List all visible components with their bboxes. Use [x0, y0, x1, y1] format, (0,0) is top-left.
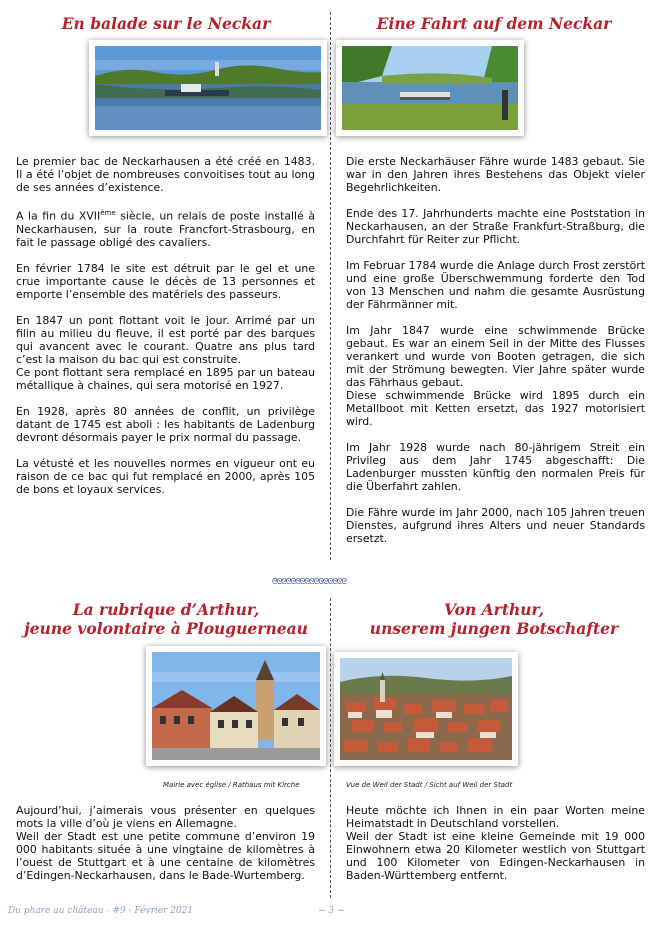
paragraph: Ce pont flottant sera remplacé en 1895 par un bateau métallique à chaines, qui sera motorisé en 1927. — [16, 365, 315, 392]
paragraph: La vétusté et les nouvelles normes en vigueur ont eu raison de ce bac qui fut remplacé en 2000, après 105 de bons et loyaux services. — [16, 456, 315, 496]
title-de-neckar: Eine Fahrt auf dem Neckar — [376, 14, 612, 33]
paragraph: En février 1784 le site est détruit par le gel et une crue importante cause le décès de 13 personnes et emporte l’ensemble des matériels des passeurs. — [16, 261, 315, 301]
river-photo-image — [95, 46, 321, 130]
caption-town-hall: Mairie avec église / Rathaus mit Kirche — [163, 781, 300, 789]
paragraph: Weil der Stadt ist eine kleine Gemeinde mit 19 000 Einwohnern etwa 20 Kilometer westlich von Stuttgart und 100 Kilometer von Edingen-Neckarhausen in Baden-Württemberg entfernt. — [346, 830, 645, 882]
town-view-photo-image — [340, 658, 512, 760]
paragraph: Im Jahr 1928 wurde nach 80-jährigem Streit ein Privileg aus dem Jahr 1745 abgeschafft: Die Ladenburger mussten künftig den normalen Preis für die Überfahrt zahlen. — [346, 441, 645, 493]
ferry-photo-image — [342, 46, 518, 130]
title-de-arthur: Von Arthur, unserem jungen Botschafter — [369, 600, 619, 638]
photo-town-view — [334, 652, 518, 766]
footer-publication: Du phare au château - #9 - Février 2021 — [8, 906, 194, 916]
paragraph: En 1847 un pont flottant voit le jour. Arrimé par un filin au milieu du fleuve, il est porté par des barques qui avancent avec le courant. Quatre ans plus tard c’est la maison du bac qui est construite. — [16, 313, 315, 366]
article-arthur-de — [346, 804, 645, 882]
paragraph: Weil der Stadt est une petite commune d’environ 19 000 habitants située à une vingtaine de kilomètres à l’ouest de Stuttgart et à une centaine de kilomètres d’Edingen-Neckarhausen, dans le Bade-Wurtemberg. — [16, 830, 315, 882]
paragraph: Im Februar 1784 wurde die Anlage durch Frost zerstört und eine große Überschwemmung forderte den Tod von 13 Menschen und nahm die gesamte Ausrüstung der Fährmänner mit. — [346, 259, 645, 311]
town-hall-photo-image — [152, 652, 320, 760]
article-de — [346, 155, 645, 558]
page-number: ~ 3 ~ — [318, 906, 345, 916]
column-divider-bottom — [330, 598, 331, 898]
paragraph: Heute möchte ich Ihnen in ein paar Worten meine Heimatstadt in Deutschland vorstellen. — [346, 804, 645, 830]
paragraph: Aujourd’hui, j’aimerais vous présenter en quelques mots la ville d’où je viens en Allemagne. — [16, 804, 315, 830]
title-fr-neckar: En balade sur le Neckar — [61, 14, 271, 33]
paragraph: Die erste Neckarhäuser Fähre wurde 1483 gebaut. Sie war in den Jahren ihres Bestehens das Objekt vieler Begehrlichkeiten. — [346, 155, 645, 194]
paragraph: Im Jahr 1847 wurde eine schwimmende Brücke gebaut. Es war an einem Seil in der Mitte des Flusses verankert und wurde von Booten getragen, die sich mit der Strömung bewegten. Vier Jahre später wurde das Fährhaus gebaut. — [346, 324, 645, 389]
paragraph: Le premier bac de Neckarhausen a été créé en 1483. Il a été l’objet de nombreuses convoitises tout au long de ses années d’existence. — [16, 155, 315, 194]
caption-town-view: Vue de Weil der Stadt / Sicht auf Weil der Stadt — [346, 781, 513, 789]
paragraph: Die Fähre wurde im Jahr 2000, nach 105 Jahren treuen Dienstes, aufgrund ihres Alters und neuer Standards ersetzt. — [346, 506, 645, 545]
photo-ferry — [336, 40, 524, 136]
photo-neckar-river — [89, 40, 327, 136]
paragraph: Diese schwimmende Brücke wird 1895 durch ein Metallboot mit Ketten ersetzt, das 1927 motorisiert wird. — [346, 389, 645, 428]
title-fr-arthur: La rubrique d’Arthur, jeune volontaire à Plouguerneau — [24, 600, 308, 638]
paragraph: Ende des 17. Jahrhunderts machte eine Poststation in Neckarhausen, an der Straße Frankfurt-Straßburg, die Durchfahrt für Reiter zur Pflicht. — [346, 207, 645, 246]
article-fr — [16, 155, 315, 509]
paragraph: En 1928, après 80 années de conflit, un privilège datant de 1745 est aboli : les habitants de Ladenburg devront désormais payer le prix normal du passage. — [16, 404, 315, 444]
photo-town-hall — [146, 646, 326, 766]
column-divider-top — [330, 12, 331, 560]
ornamental-separator: ᘓᘓᘓᘓᘓᘓᘓᘓᘓᘓᘓᘓᘓᘓᘓᘓ — [272, 577, 347, 586]
paragraph: A la fin du XVIIème siècle, un relais de poste installé à Neckarhausen, sur la route Francfort-Strasbourg, en fait le passage obligé des cavaliers. — [16, 209, 315, 249]
article-arthur-fr — [16, 804, 315, 882]
